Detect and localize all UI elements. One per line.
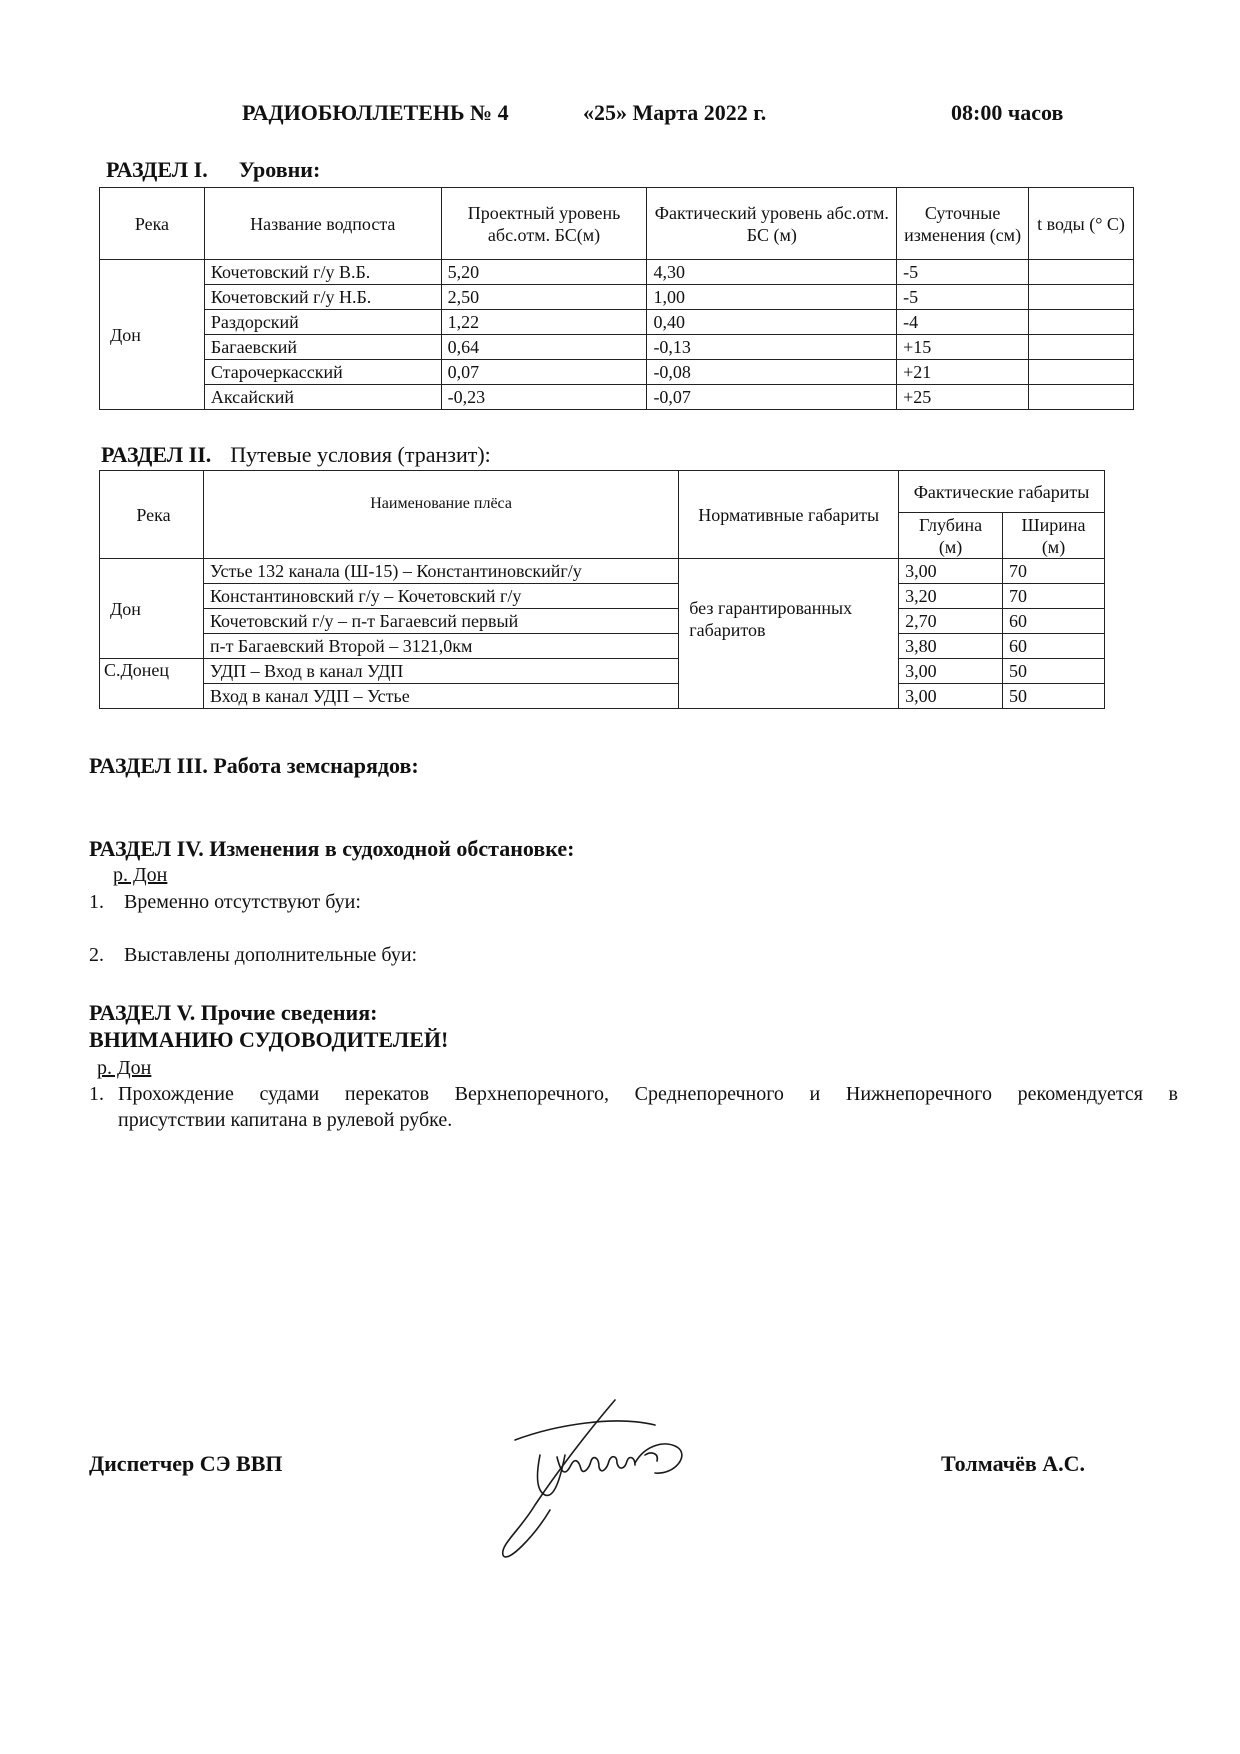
water-temp (1029, 260, 1134, 285)
bulletin-time: 08:00 часов (951, 100, 1064, 125)
water-temp (1029, 360, 1134, 385)
design-level: 0,64 (441, 335, 647, 360)
levels-header-design: Проектный уровень абс.отм. БС(м) (441, 188, 647, 260)
bulletin-date: «25» Марта 2022 г. (583, 100, 767, 125)
list-item (89, 891, 361, 914)
width-value: 60 (1003, 634, 1105, 659)
water-temp (1029, 285, 1134, 310)
transit-river-donets: С.Донец (100, 659, 204, 709)
design-level: 0,07 (441, 360, 647, 385)
depth-value: 3,80 (899, 634, 1003, 659)
levels-header-river: Река (100, 188, 205, 260)
item-number: 2. (89, 944, 104, 966)
transit-table (99, 470, 1105, 709)
water-temp (1029, 335, 1134, 360)
dispatcher-role: Диспетчер СЭ ВВП (89, 1451, 283, 1476)
section5-item-line2: присутствии капитана в рулевой рубке. (118, 1109, 453, 1131)
levels-header-post: Название водпоста (204, 188, 441, 260)
actual-level: -0,13 (647, 335, 897, 360)
post-name: Кочетовский г/у В.Б. (204, 260, 441, 285)
post-name: Багаевский (204, 335, 441, 360)
item-text: Временно отсутствуют буи: (124, 891, 361, 913)
section1-heading (106, 157, 320, 183)
width-value: 70 (1003, 559, 1105, 584)
width-value: 50 (1003, 659, 1105, 684)
depth-value: 3,20 (899, 584, 1003, 609)
levels-header-daily: Суточные изменения (см) (897, 188, 1029, 260)
actual-level: 4,30 (647, 260, 897, 285)
attention-heading: ВНИМАНИЮ СУДОВОДИТЕЛЕЙ! (89, 1027, 449, 1052)
daily-change: +15 (897, 335, 1029, 360)
width-value: 60 (1003, 609, 1105, 634)
daily-change: -5 (897, 285, 1029, 310)
reach-name: Устье 132 канала (Ш-15) – Константиновскийг/у (203, 559, 678, 584)
transit-header-depth: Глубина (м) (899, 513, 1003, 559)
transit-header-width: Ширина (м) (1003, 513, 1105, 559)
section4-river: р. Дон (113, 864, 168, 886)
design-level: -0,23 (441, 385, 647, 410)
section4-title: РАЗДЕЛ IV. Изменения в судоходной обстановке: (89, 836, 575, 861)
section5-item-line1: Прохождение судами перекатов Верхнепоречного, Среднепоречного и Нижнепоречного рекомендуется в (118, 1083, 1178, 1105)
bulletin-title: РАДИОБЮЛЛЕТЕНЬ № 4 (242, 100, 509, 125)
depth-value: 2,70 (899, 609, 1003, 634)
table-row (100, 684, 1105, 709)
table-row (100, 634, 1105, 659)
water-temp (1029, 310, 1134, 335)
depth-value: 3,00 (899, 659, 1003, 684)
list-item (89, 944, 417, 967)
item-text: Выставлены дополнительные буи: (124, 944, 418, 966)
reach-name: Кочетовский г/у – п-т Багаевсий первый (203, 609, 678, 634)
water-temp (1029, 385, 1134, 410)
post-name: Старочеркасский (204, 360, 441, 385)
design-level: 2,50 (441, 285, 647, 310)
section3-title: РАЗДЕЛ III. Работа земснарядов: (89, 753, 419, 778)
table-row (100, 659, 1105, 684)
section2-title: Путевые условия (транзит): (230, 442, 491, 467)
section5-item-number: 1. (89, 1083, 104, 1105)
transit-header-reach: Наименование плёса (203, 471, 678, 559)
levels-header-row (100, 188, 1134, 260)
width-value: 50 (1003, 684, 1105, 709)
post-name: Кочетовский г/у Н.Б. (204, 285, 441, 310)
table-row (100, 260, 1134, 285)
dispatcher-name: Толмачёв А.С. (941, 1451, 1086, 1476)
table-row (100, 559, 1105, 584)
section1-title: Уровни: (238, 157, 321, 182)
reach-name: Константиновский г/у – Кочетовский г/у (203, 584, 678, 609)
post-name: Раздорский (204, 310, 441, 335)
norm-dimensions: без гарантированных габаритов (679, 559, 899, 709)
transit-header-actual: Фактические габариты (899, 471, 1105, 513)
depth-value: 3,00 (899, 684, 1003, 709)
actual-level: 1,00 (647, 285, 897, 310)
transit-header-river: Река (100, 471, 204, 559)
levels-river-cell: Дон (100, 260, 205, 410)
reach-name: п-т Багаевский Второй – 3121,0км (203, 634, 678, 659)
section2-heading (101, 442, 491, 468)
transit-header-norm: Нормативные габариты (679, 471, 899, 559)
bulletin-header (0, 100, 1240, 130)
transit-river-don: Дон (100, 559, 204, 659)
table-row (100, 385, 1134, 410)
levels-table (99, 187, 1134, 410)
daily-change: +21 (897, 360, 1029, 385)
width-value: 70 (1003, 584, 1105, 609)
table-row (100, 360, 1134, 385)
actual-level: -0,08 (647, 360, 897, 385)
table-row (100, 285, 1134, 310)
daily-change: +25 (897, 385, 1029, 410)
table-row (100, 310, 1134, 335)
table-row (100, 335, 1134, 360)
section1-number: РАЗДЕЛ I. (106, 157, 208, 182)
reach-name: Вход в канал УДП – Устье (203, 684, 678, 709)
transit-header-row (100, 471, 1105, 513)
section5-river: р. Дон (97, 1057, 152, 1079)
design-level: 5,20 (441, 260, 647, 285)
section5-title: РАЗДЕЛ V. Прочие сведения: (89, 1000, 378, 1025)
table-row (100, 584, 1105, 609)
daily-change: -5 (897, 260, 1029, 285)
reach-name: УДП – Вход в канал УДП (203, 659, 678, 684)
section2-number: РАЗДЕЛ II. (101, 442, 212, 467)
signature-icon (495, 1395, 725, 1565)
table-row (100, 609, 1105, 634)
depth-value: 3,00 (899, 559, 1003, 584)
post-name: Аксайский (204, 385, 441, 410)
design-level: 1,22 (441, 310, 647, 335)
actual-level: -0,07 (647, 385, 897, 410)
levels-header-temp: t воды (° С) (1029, 188, 1134, 260)
levels-header-actual: Фактический уровень абс.отм. БС (м) (647, 188, 897, 260)
item-number: 1. (89, 891, 104, 913)
actual-level: 0,40 (647, 310, 897, 335)
daily-change: -4 (897, 310, 1029, 335)
